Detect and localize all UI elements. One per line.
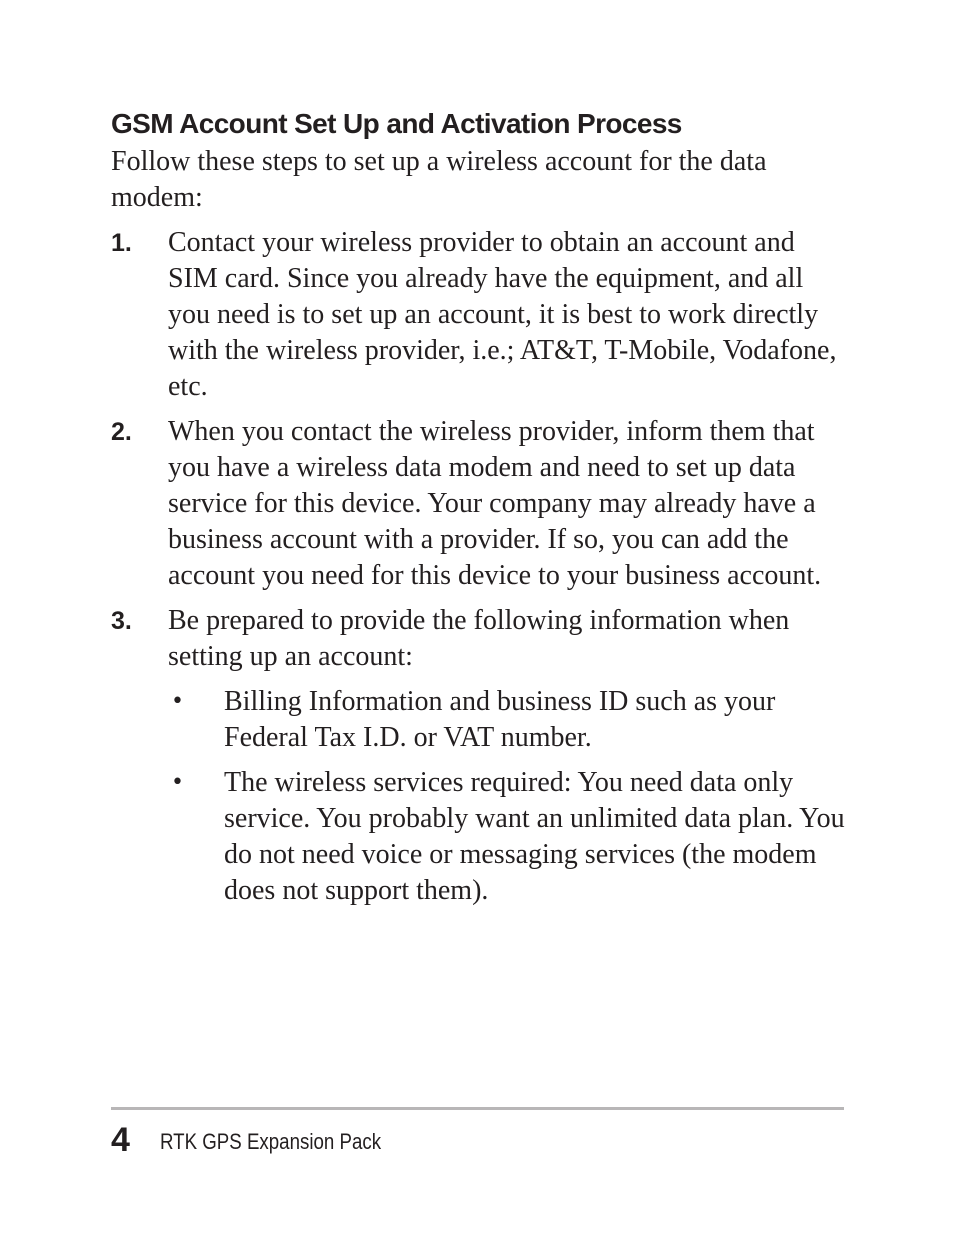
- running-title: RTK GPS Expansion Pack: [160, 1129, 382, 1154]
- step-text: Be prepared to provide the following information when setting up an account:: [168, 605, 790, 672]
- step-text: Contact your wireless provider to obtain an account and SIM card. Since you already have the equipment, and all you need is to set up an account, it is best to work directly with the wireless provider, i.e.; AT&T, T-Mobile, Vodafone, etc.: [168, 227, 837, 402]
- step-number: 1.: [111, 229, 132, 257]
- step-item: [111, 225, 851, 405]
- step-item: [111, 603, 851, 909]
- section-heading: GSM Account Set Up and Activation Process: [111, 108, 682, 139]
- bullet-item: [168, 765, 851, 909]
- bullet-text: The wireless services required: You need data only service. You probably want an unlimited data plan. You do not need voice or messaging services (the modem does not support them).: [224, 767, 845, 906]
- step-text: When you contact the wireless provider, inform them that you have a wireless data modem and need to set up data service for this device. Your company may already have a business account with a provider. If so, you can add the account you need for this device to your business account.: [168, 416, 822, 591]
- footer-divider: [111, 1107, 844, 1110]
- step-number: 3.: [111, 607, 132, 635]
- intro-paragraph: Follow these steps to set up a wireless account for the data modem:: [111, 146, 767, 213]
- bullet-text: Billing Information and business ID such as your Federal Tax I.D. or VAT number.: [224, 686, 776, 753]
- bullet-item: [168, 684, 851, 756]
- page-number: 4: [111, 1121, 130, 1159]
- steps-list: [111, 225, 851, 918]
- bullet-icon: •: [171, 689, 184, 714]
- step-item: [111, 414, 851, 594]
- bullet-icon: •: [171, 770, 184, 795]
- step-number: 2.: [111, 418, 132, 446]
- bullet-list: [168, 684, 851, 909]
